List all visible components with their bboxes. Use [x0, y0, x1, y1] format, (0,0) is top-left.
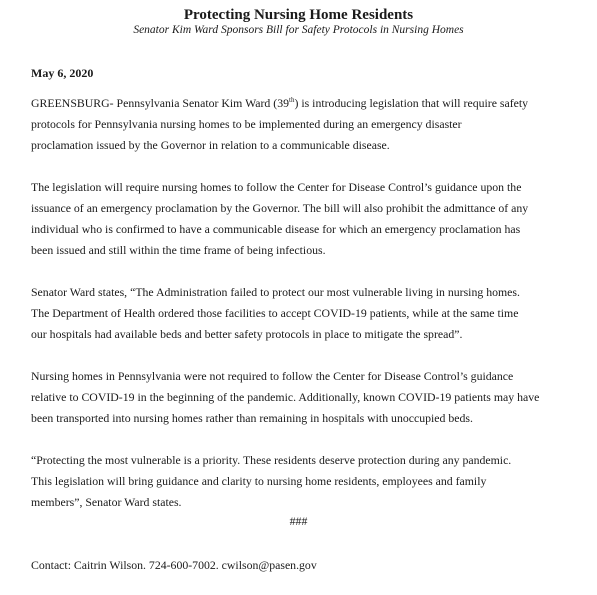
paragraph-line: proclamation issued by the Governor in relation to a communicable disease.: [31, 138, 390, 152]
paragraph-line: protocols for Pennsylvania nursing homes to be implemented during an emergency disaster: [31, 117, 462, 131]
paragraph-intro: [31, 93, 576, 156]
document-subtitle: Senator Kim Ward Sponsors Bill for Safety Protocols in Nursing Homes: [133, 24, 464, 36]
paragraph-line: individual who is confirmed to have a communicable disease for which an emergency proclamation has: [31, 222, 521, 236]
paragraph-line: Senator Ward states, “The Administration failed to protect our most vulnerable living in nursing homes.: [31, 285, 520, 299]
paragraph-line: “Protecting the most vulnerable is a priority. These residents deserve protection during any pandemic.: [31, 453, 512, 467]
paragraph-line: relative to COVID-19 in the beginning of the pandemic. Additionally, known COVID-19 patients may have: [31, 390, 540, 404]
paragraph-line: This legislation will bring guidance and clarity to nursing home residents, employees and family: [31, 474, 487, 488]
paragraph-closing-quote: [31, 450, 576, 513]
contact-line: Contact: Caitrin Wilson. 724-600-7002. cwilson@pasen.gov: [31, 558, 317, 572]
paragraph-line: The legislation will require nursing homes to follow the Center for Disease Control’s guidance upon the: [31, 180, 522, 194]
paragraph-line: issuance of an emergency proclamation by the Governor. The bill will also prohibit the admittance of any: [31, 201, 529, 215]
paragraph-line: our hospitals had available beds and better safety protocols in place to mitigate the spread”.: [31, 327, 463, 341]
paragraph-senator-quote: [31, 282, 576, 345]
paragraph-legislation: [31, 177, 576, 261]
paragraph-line: been transported into nursing homes rather than remaining in hospitals with unoccupied beds.: [31, 411, 473, 425]
ordinal-superscript: th: [289, 96, 295, 105]
paragraph-line: been issued and still within the time frame of being infectious.: [31, 243, 326, 257]
document-title: Protecting Nursing Home Residents: [183, 7, 414, 23]
end-mark: ###: [289, 514, 308, 528]
paragraph-line: The Department of Health ordered those facilities to accept COVID-19 patients, while at the same time: [31, 306, 519, 320]
release-date: May 6, 2020: [31, 66, 94, 80]
paragraph-line: Nursing homes in Pennsylvania were not required to follow the Center for Disease Control’s guidance: [31, 369, 514, 383]
paragraph-line: GREENSBURG- Pennsylvania Senator Kim Ward (39th) is introducing legislation that will require safety: [31, 96, 529, 110]
paragraph-background: [31, 366, 576, 429]
paragraph-line: members”, Senator Ward states.: [31, 495, 182, 509]
